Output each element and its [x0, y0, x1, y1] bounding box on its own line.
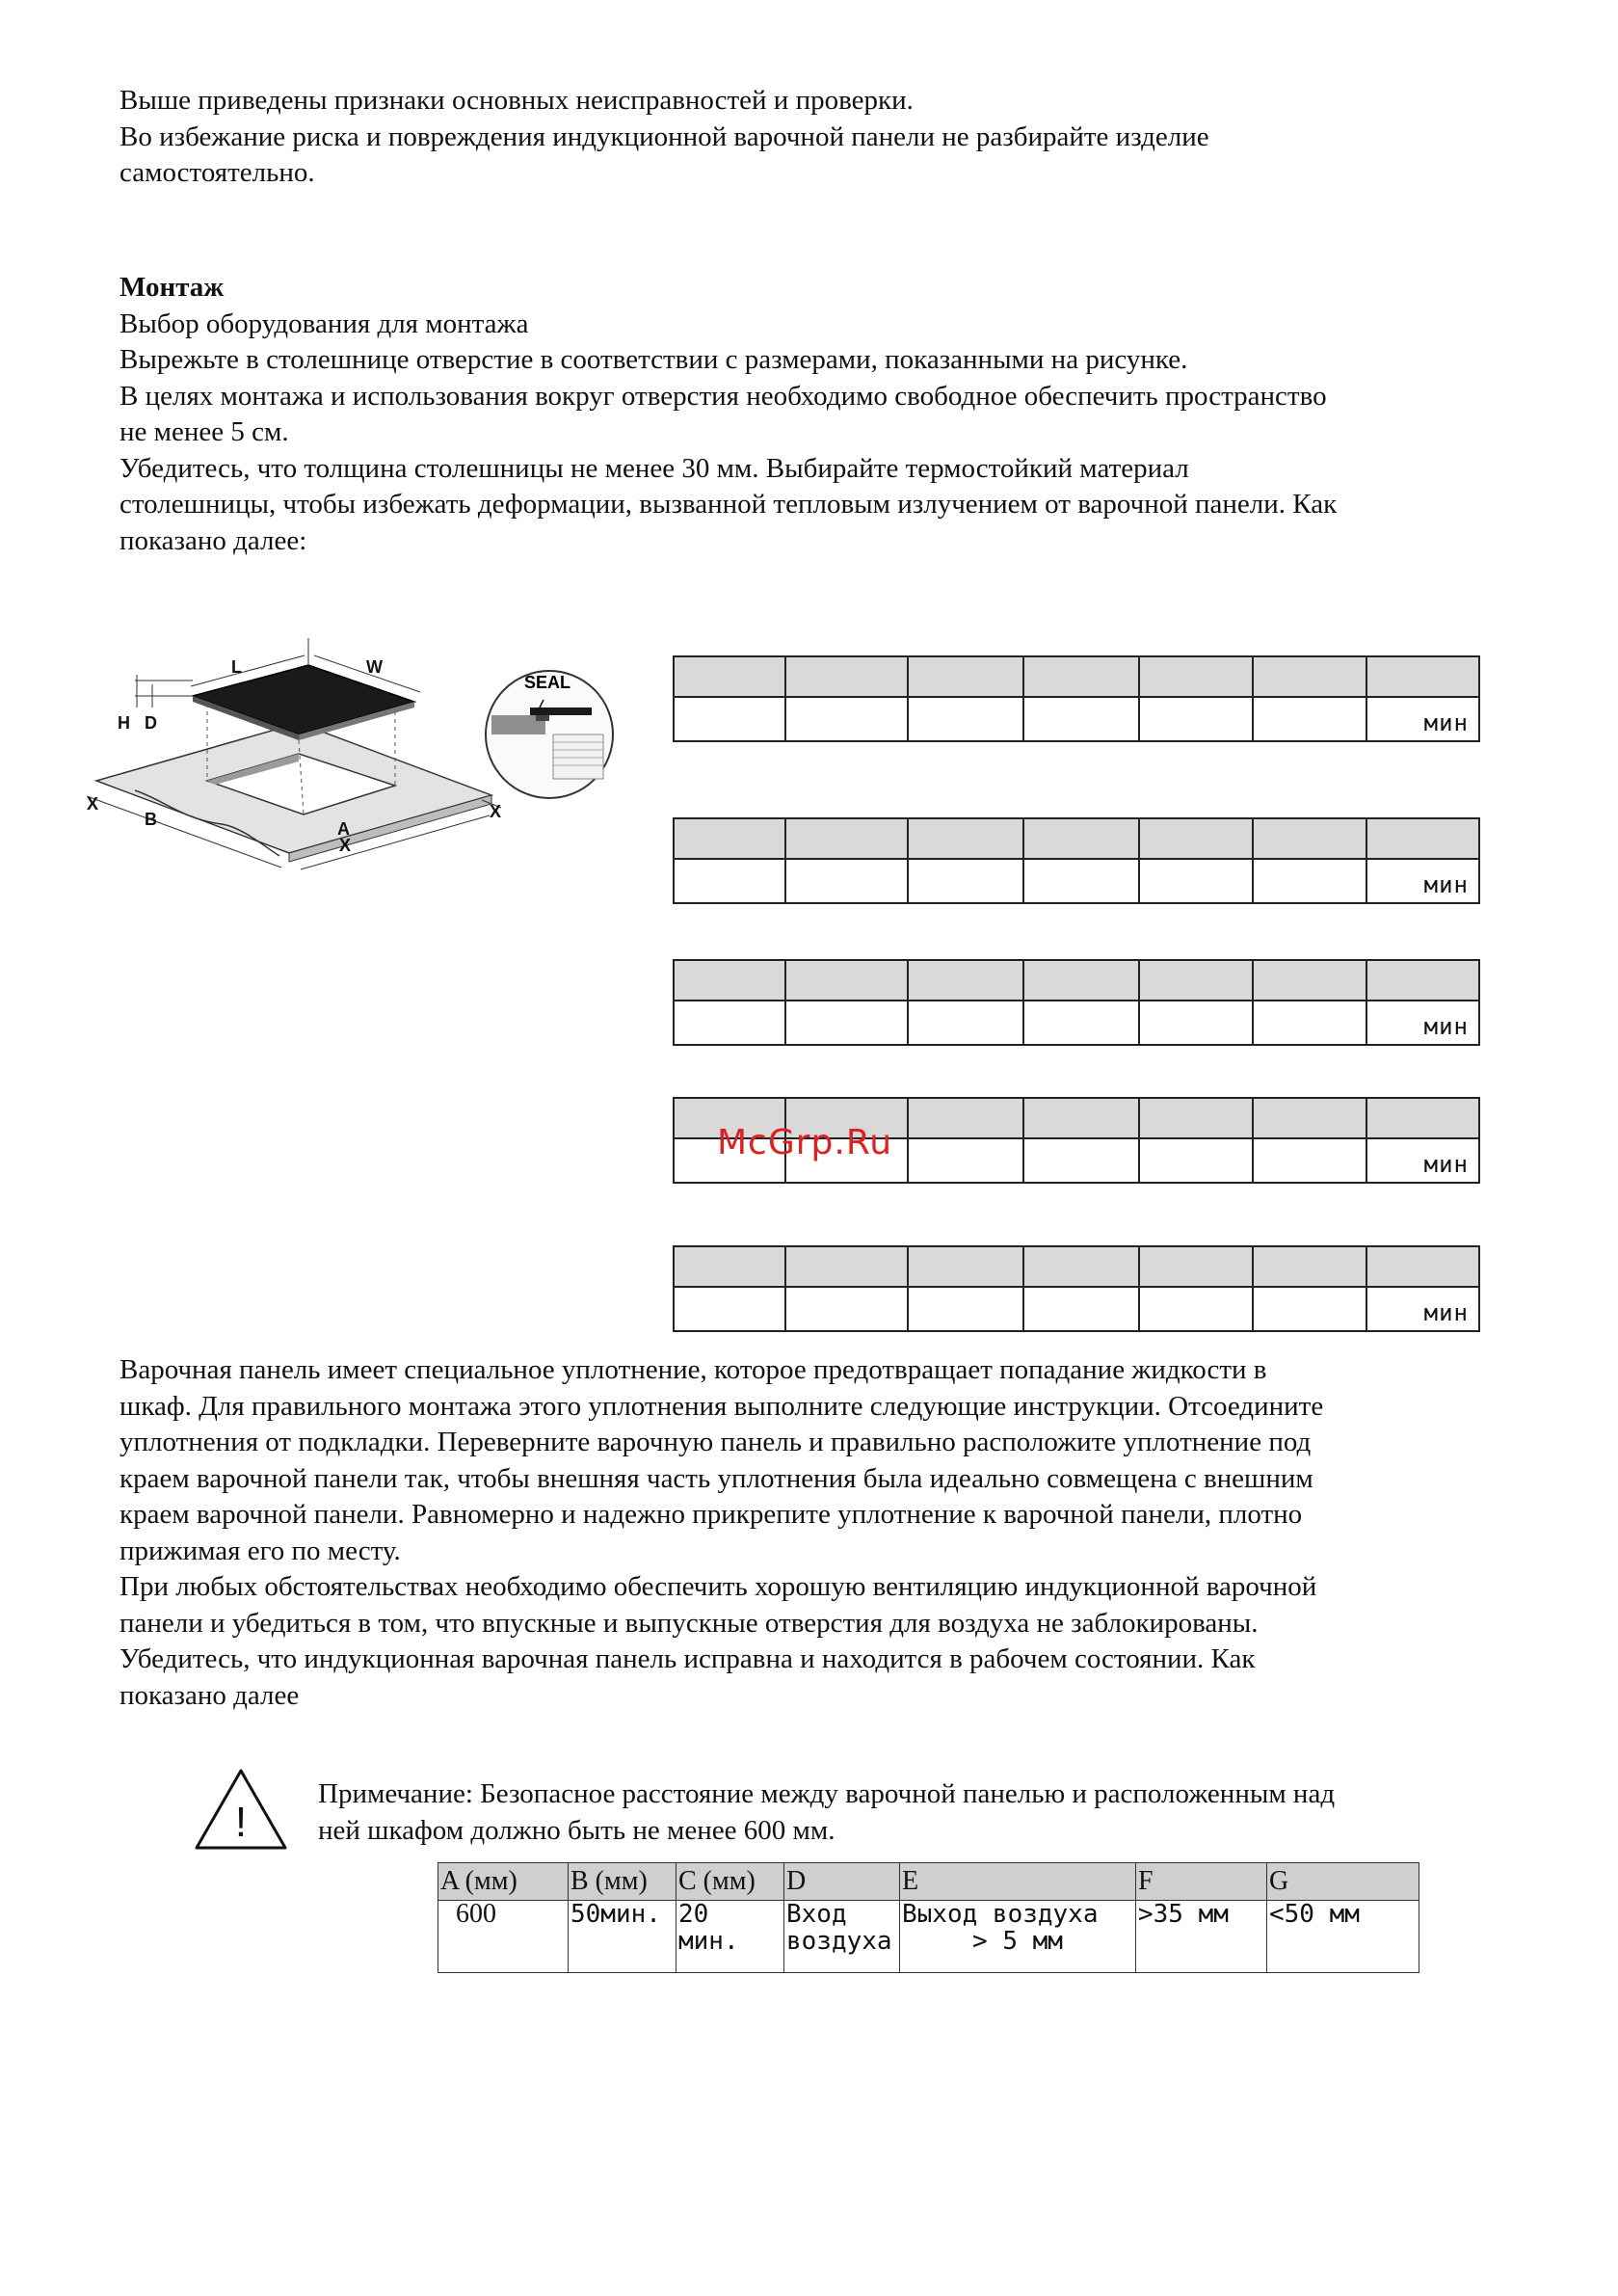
- text-line: Выбор оборудования для монтажа: [119, 307, 529, 339]
- value-d-line: воздуха: [786, 1927, 892, 1956]
- value-f: >35 мм: [1136, 1901, 1267, 1973]
- dimension-table: [673, 817, 1480, 904]
- header-cell: G: [1267, 1863, 1419, 1901]
- text-line: Во избежание риска и повреждения индукционной варочной панели не разбирайте изделие: [119, 120, 1209, 152]
- text-line: ней шкафом должно быть не менее 600 мм.: [318, 1814, 836, 1846]
- value-e: [900, 1901, 1136, 1973]
- label-h: H: [118, 713, 130, 733]
- value-a: 600: [438, 1901, 569, 1973]
- seal-label: SEAL: [524, 673, 571, 692]
- clearance-spec-table: [438, 1862, 1419, 1973]
- text-line: Примечание: Безопасное расстояние между варочной панелью и расположенным над: [318, 1778, 1336, 1809]
- text-line: столешницы, чтобы избежать деформации, вызванной тепловым излучением от варочной панели. Как: [119, 489, 1338, 520]
- min-label: мин: [1366, 1001, 1479, 1045]
- value-c: 20 мин.: [676, 1901, 784, 1973]
- intro-paragraph: [119, 83, 1507, 192]
- header-cell: E: [900, 1863, 1136, 1901]
- label-l: L: [231, 657, 242, 677]
- label-x-bottom: X: [339, 836, 352, 855]
- text-line: Убедитесь, что индукционная варочная панель исправна и находится в рабочем состоянии. Как: [119, 1643, 1256, 1674]
- min-label: мин: [1366, 859, 1479, 903]
- note-text: [318, 1776, 1513, 1849]
- mounting-section: [119, 270, 1507, 559]
- dimension-table: [673, 959, 1480, 1046]
- text-line: шкаф. Для правильного монтажа этого уплотнения выполните следующие инструкции. Отсоедините: [119, 1390, 1324, 1422]
- min-label: мин: [1366, 697, 1479, 741]
- text-line: При любых обстоятельствах необходимо обеспечить хорошую вентиляцию индукционной варочной: [119, 1571, 1317, 1602]
- cutout-diagram: [77, 627, 617, 877]
- text-line: показано далее:: [119, 524, 307, 556]
- dimension-table: [673, 655, 1480, 742]
- value-g: <50 мм: [1267, 1901, 1419, 1973]
- section-heading: Монтаж: [119, 272, 225, 303]
- table-row: [438, 1901, 1419, 1973]
- text-line: В целях монтажа и использования вокруг отверстия необходимо свободное обеспечить пространство: [119, 380, 1327, 412]
- header-cell: C (мм): [676, 1863, 784, 1901]
- svg-text:!: !: [234, 1799, 248, 1846]
- text-line: самостоятельно.: [119, 157, 315, 188]
- dimension-table: [673, 1245, 1480, 1332]
- seal-cabinet-section: [553, 734, 603, 779]
- label-d: D: [145, 713, 157, 733]
- text-line: Убедитесь, что толщина столешницы не менее 30 мм. Выбирайте термостойкий материал: [119, 452, 1189, 484]
- seal-strip: [536, 715, 549, 721]
- header-cell: B (мм): [569, 1863, 676, 1901]
- seal-instructions: [119, 1352, 1507, 1714]
- label-a: A: [337, 819, 350, 839]
- text-line: краем варочной панели. Равномерно и надежно прикрепите уплотнение к варочной панели, плотно: [119, 1499, 1303, 1530]
- text-line: Вырежьте в столешнице отверстие в соответствии с размерами, показанными на рисунке.: [119, 344, 1188, 375]
- label-x-left: X: [87, 794, 99, 814]
- value-b: 50мин.: [569, 1901, 676, 1973]
- value-e-line: Выход воздуха: [902, 1900, 1099, 1929]
- text-line: прижимая его по месту.: [119, 1535, 401, 1566]
- value-d-line: Вход: [786, 1900, 847, 1929]
- warning-triangle-icon: [193, 1767, 289, 1852]
- text-line: Варочная панель имеет специальное уплотнение, которое предотвращает попадание жидкости в: [119, 1354, 1267, 1385]
- value-d: [784, 1901, 900, 1973]
- watermark: McGrp.Ru: [717, 1123, 893, 1162]
- label-x-right: X: [490, 802, 502, 821]
- text-line: панели и убедиться в том, что впускные и выпускные отверстия для воздуха не заблокированы.: [119, 1607, 1259, 1639]
- label-w: W: [366, 657, 383, 677]
- text-line: уплотнения от подкладки. Переверните варочную панель и правильно расположите уплотнение под: [119, 1427, 1312, 1457]
- header-cell: D: [784, 1863, 900, 1901]
- text-line: краем варочной панели так, чтобы внешняя часть уплотнения была идеально совмещена с внешним: [119, 1462, 1313, 1494]
- text-line: не менее 5 см.: [119, 416, 289, 447]
- text-line: показано далее: [119, 1679, 300, 1711]
- min-label: мин: [1366, 1138, 1479, 1183]
- min-label: мин: [1366, 1287, 1479, 1331]
- header-cell: F: [1136, 1863, 1267, 1901]
- value-e-line: > 5 мм: [972, 1927, 1063, 1956]
- table-header-row: [438, 1863, 1419, 1901]
- label-b: B: [145, 810, 157, 829]
- header-cell: A (мм): [438, 1863, 569, 1901]
- text-line: Выше приведены признаки основных неисправностей и проверки.: [119, 85, 914, 116]
